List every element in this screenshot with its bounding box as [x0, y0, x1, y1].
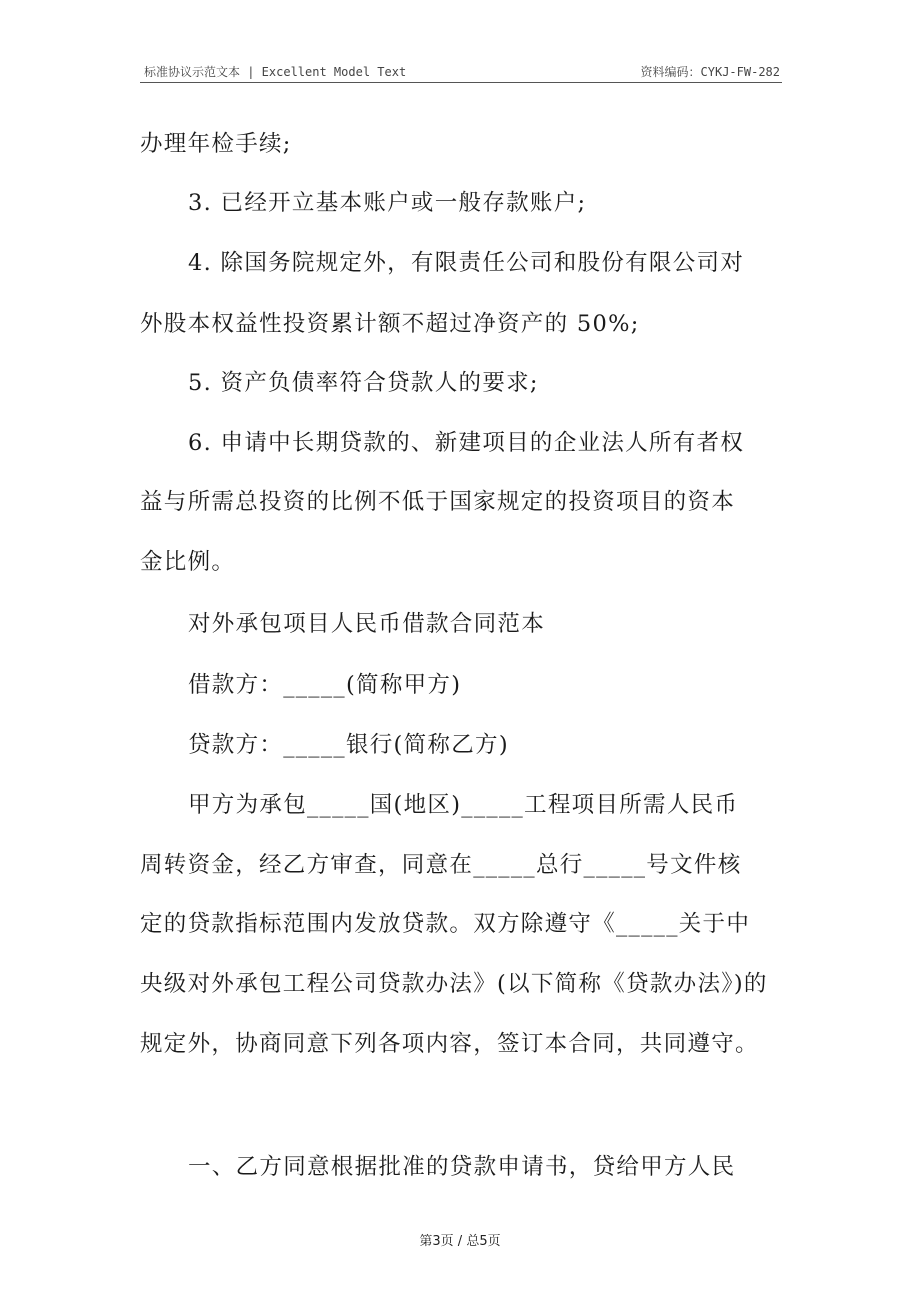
borrower-line: 借款方：_____(简称甲方)	[188, 672, 462, 698]
body-line: 5. 资产负债率符合贷款人的要求;	[188, 370, 539, 396]
body-line: 外股本权益性投资累计额不超过净资产的 50%;	[140, 311, 640, 337]
lender-line: 贷款方：_____银行(简称乙方)	[188, 732, 509, 758]
body-line: 金比例。	[140, 549, 236, 575]
header-doc-code: 资料编码：CYKJ-FW-282	[640, 65, 780, 79]
body-line: 3. 已经开立基本账户或一般存款账户;	[188, 190, 587, 216]
body-line: 4. 除国务院规定外，有限责任公司和股份有限公司对	[188, 250, 745, 276]
header-doc-title: 标准协议示范文本 | Excellent Model Text	[144, 65, 407, 79]
section-title: 对外承包项目人民币借款合同范本	[188, 611, 546, 637]
body-line: 甲方为承包_____国(地区)_____工程项目所需人民币	[188, 792, 739, 818]
page-number: 第3页 / 总5页	[419, 1234, 501, 1249]
clause-line: 一、乙方同意根据批准的贷款申请书，贷给甲方人民	[188, 1154, 736, 1180]
body-line: 6. 申请中长期贷款的、新建项目的企业法人所有者权	[188, 430, 745, 456]
body-line: 定的贷款指标范围内发放贷款。双方除遵守《_____关于中	[140, 911, 751, 937]
body-line: 办理年检手续;	[140, 131, 292, 157]
page-footer	[0, 1230, 920, 1249]
body-line: 周转资金，经乙方审查，同意在_____总行_____号文件核	[140, 852, 742, 878]
body-line: 央级对外承包工程公司贷款办法》(以下简称《贷款办法》)的	[140, 971, 768, 997]
body-line: 规定外，协商同意下列各项内容，签订本合同，共同遵守。	[140, 1031, 759, 1057]
page-header	[140, 60, 782, 83]
body-line: 益与所需总投资的比例不低于国家规定的投资项目的资本	[140, 489, 736, 515]
